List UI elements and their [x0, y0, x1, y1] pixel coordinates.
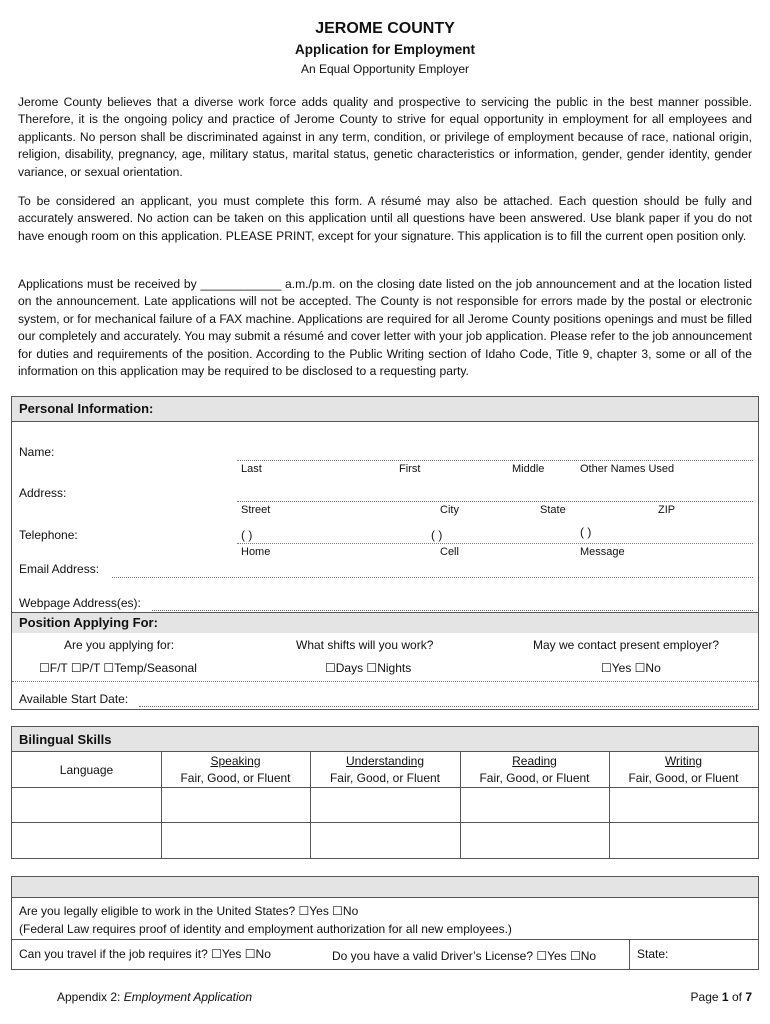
col-understanding-sub: Fair, Good, or Fluent — [329, 771, 441, 785]
intro-paragraph-2: To be considered an applicant, you must complete this form. A résumé may also be attached. Each question should be fully and accurately answered. No action can be taken on this application until all questions have been answered. Use blank paper if you do not have enough room on this application. PLEASE PRINT, except for your signature. This application is to fill the current open position only. — [18, 194, 752, 243]
footer-page-total: 7 — [745, 990, 752, 1004]
name-other-caption: Other Names Used — [580, 463, 675, 475]
address-zip-caption: ZIP — [658, 504, 676, 516]
divider — [12, 681, 758, 682]
drivers-license-question[interactable]: Do you have a valid Driver’s License? ☐Yes ☐No — [332, 949, 597, 963]
bilingual-header: Bilingual Skills — [19, 732, 112, 747]
divider — [12, 822, 758, 823]
phone-line — [237, 543, 753, 544]
col-speaking-title: Speaking — [210, 754, 261, 768]
shifts-options[interactable]: ☐Days ☐Nights — [325, 661, 412, 675]
federal-law-note: (Federal Law requires proof of identity and employment authorization for all new employees.) — [19, 922, 512, 936]
personal-info-header: Personal Information: — [19, 401, 154, 416]
address-label: Address: — [19, 486, 67, 500]
address-city-caption: City — [440, 504, 459, 516]
shifts-question: What shifts will you work? — [296, 638, 434, 652]
divider — [12, 939, 758, 940]
phone-message-caption: Message — [580, 546, 625, 558]
intro-paragraph-3: Applications must be received by ____________ a.m./p.m. on the closing date listed on the job announcement and at the location listed on the announcement. Late applications will not be accepted. The County is not responsible for errors made by the postal or electronic system, or for mechanical failure of a FAX machine. Applications are required for all Jerome County positions openings and must be filled our completely and accurately. You may submit a résumé and cover letter with your job application. Please refer to the job announcement for duties and requirements of the position. According to the Public Writing section of Idaho Code, Title 9, chapter 3, some or all of the information on this application may be required to be disclosed to a requesting party. — [18, 277, 752, 379]
intro-paragraph-1: Jerome County believes that a diverse work force adds quality and prospective to servicing the public in the best manner possible. Therefore, it is the ongoing policy and practice of Jerome County to strive for equal opportunity in employment for all employees and applicants. No person shall be discriminated against in any term, condition, or privilege of employment because of race, national origin, religion, disability, pregnancy, age, military status, marital status, genetic characteristics or information, gender, gender identity, gender variance, or sexual orientation. — [18, 95, 752, 179]
webpage-field[interactable] — [152, 610, 753, 611]
applying-for-options[interactable]: ☐F/T ☐P/T ☐Temp/Seasonal — [39, 661, 197, 675]
position-header-bar — [12, 613, 758, 633]
footer-appendix-title: Employment Application — [123, 990, 253, 1004]
col-speaking-sub: Fair, Good, or Fluent — [180, 771, 291, 785]
start-date-field[interactable] — [139, 706, 753, 707]
col-writing-title: Writing — [664, 754, 703, 768]
start-date-label: Available Start Date: — [19, 692, 129, 706]
col-writing-sub: Fair, Good, or Fluent — [628, 771, 739, 785]
email-label: Email Address: — [19, 562, 100, 576]
col-reading-sub: Fair, Good, or Fluent — [479, 771, 590, 785]
col-reading — [460, 753, 609, 787]
home-phone-field[interactable]: ( ) — [241, 528, 253, 542]
page-subtitle: Application for Employment — [294, 42, 475, 57]
license-state-label: State: — [637, 947, 669, 961]
phone-cell-caption: Cell — [440, 546, 459, 558]
cell-phone-field[interactable]: ( ) — [431, 528, 443, 542]
personal-info-header-bar — [12, 397, 758, 421]
col-understanding-title: Understanding — [345, 754, 425, 768]
phone-home-caption: Home — [241, 546, 271, 558]
eligibility-header-bar — [12, 877, 758, 897]
name-first-caption: First — [399, 463, 421, 475]
name-middle-caption: Middle — [512, 463, 545, 475]
footer-page-word: Page — [690, 990, 719, 1004]
bilingual-section — [11, 726, 759, 859]
contact-employer-question: May we contact present employer? — [533, 638, 720, 652]
position-header: Position Applying For: — [19, 615, 158, 630]
telephone-label: Telephone: — [19, 528, 78, 542]
address-field[interactable] — [237, 501, 753, 502]
page-tagline: An Equal Opportunity Employer — [300, 62, 470, 76]
footer-page-number — [691, 990, 752, 1004]
webpage-label: Webpage Address(es): — [19, 596, 141, 610]
footer-appendix-label: Appendix 2: — [57, 990, 121, 1004]
divider — [629, 939, 630, 969]
col-reading-title: Reading — [512, 754, 557, 768]
col-writing — [609, 753, 758, 787]
col-speaking — [161, 753, 310, 787]
col-understanding — [310, 753, 460, 787]
col-language: Language — [59, 763, 114, 777]
personal-info-section — [11, 396, 759, 710]
message-phone-field[interactable]: ( ) — [580, 525, 592, 539]
address-state-caption: State — [540, 504, 566, 516]
name-label: Name: — [19, 445, 55, 459]
eligibility-section — [11, 876, 759, 970]
footer-appendix — [57, 990, 252, 1004]
footer-page-current: 1 — [721, 990, 729, 1004]
email-field[interactable] — [112, 577, 753, 578]
footer-of-word: of — [731, 990, 742, 1004]
divider — [12, 751, 758, 752]
name-field[interactable] — [237, 460, 753, 461]
divider — [12, 787, 758, 788]
contact-employer-options[interactable]: ☐Yes ☐No — [601, 661, 661, 675]
name-last-caption: Last — [241, 463, 262, 475]
address-street-caption: Street — [241, 504, 271, 516]
legal-eligibility-question[interactable]: Are you legally eligible to work in the United States? ☐Yes ☐No — [19, 904, 359, 918]
applying-for-question: Are you applying for: — [64, 638, 175, 652]
divider — [12, 421, 758, 422]
divider — [12, 897, 758, 898]
page-title: JEROME COUNTY — [315, 20, 455, 37]
bilingual-header-bar — [12, 727, 758, 751]
travel-question[interactable]: Can you travel if the job requires it? ☐Yes ☐No — [19, 947, 271, 961]
